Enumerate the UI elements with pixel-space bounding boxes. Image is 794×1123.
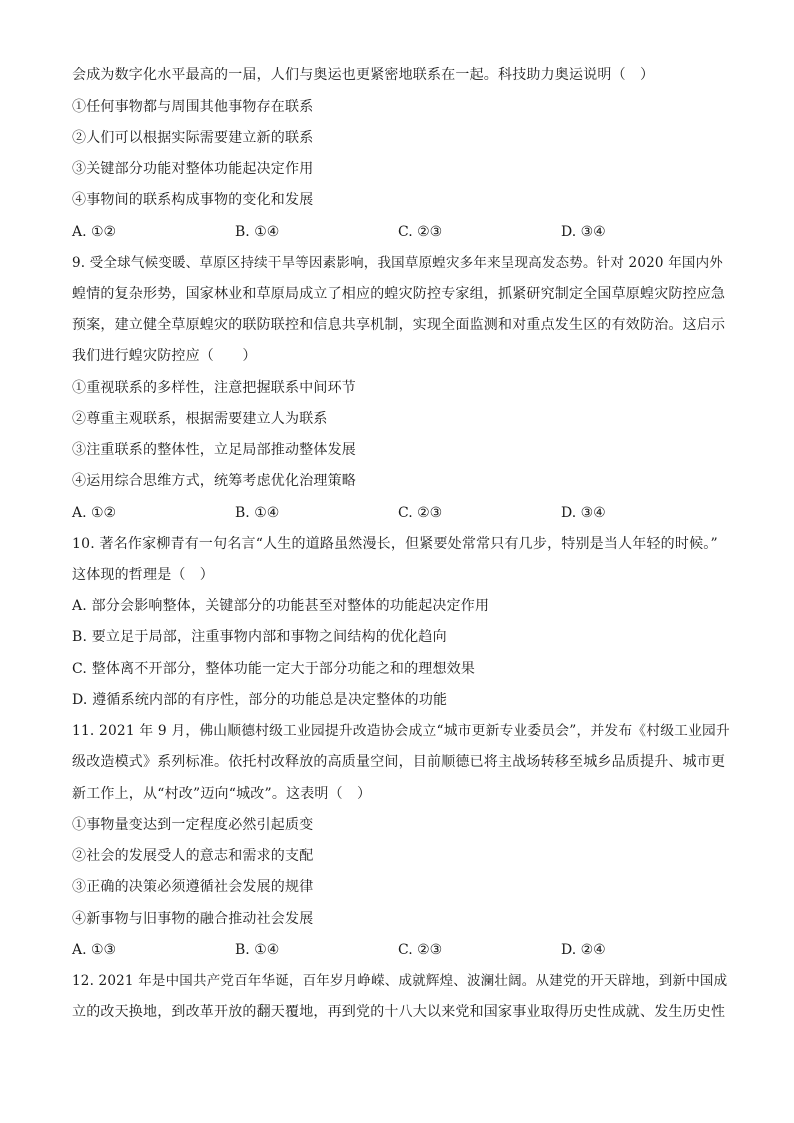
q11-statement-2: ②社会的发展受人的意志和需求的支配 (72, 848, 314, 864)
q11-statement-1: ①事物量变达到一定程度必然引起质变 (72, 817, 314, 833)
q8-options (72, 222, 732, 242)
q9-statement-4: ④运用综合思维方式，统筹考虑优化治理策略 (72, 473, 356, 489)
q10-option-c: C. 整体离不开部分，整体功能一定大于部分功能之和的理想效果 (72, 661, 476, 677)
q9-stem-line-3: 预案，建立健全草原蝗灾的联防联控和信息共享机制，实现全面监测和对重点发生区的有效防治。这启示 (72, 317, 726, 333)
q11-option-b: B. ①④ (235, 942, 280, 958)
q11-stem-line-2: 级改造模式》系列标准。依托村改释放的高质量空间，目前顺德已将主战场转移至城乡品质提升、城市更 (72, 754, 726, 770)
q11-stem-line-3: 新工作上，从“村改”迈向“城改”。这表明（ ） (72, 786, 372, 802)
q11-statement-4: ④新事物与旧事物的融合推动社会发展 (72, 911, 314, 927)
q9-option-d: D. ③④ (561, 505, 606, 521)
q9-stem-line-1: 9. 受全球气候变暖、草原区持续干旱等因素影响，我国草原蝗灾多年来呈现高发态势。针对 2020 年国内外 (72, 255, 724, 271)
q9-statement-3: ③注重联系的整体性，立足局部推动整体发展 (72, 442, 356, 458)
q12-stem-line-1: 12. 2021 年是中国共产党百年华诞，百年岁月峥嵘、成就辉煌、波澜壮阔。从建党的开天辟地，到新中国成 (72, 973, 728, 989)
q8-option-c: C. ②③ (398, 224, 443, 240)
q10-option-d: D. 遵循系统内部的有序性，部分的功能总是决定整体的功能 (72, 692, 448, 708)
q10-option-b: B. 要立足于局部，注重事物内部和事物之间结构的优化趋向 (72, 629, 447, 645)
q8-option-d: D. ③④ (561, 224, 606, 240)
q9-option-c: C. ②③ (398, 505, 443, 521)
q11-options (72, 940, 732, 960)
q9-statement-1: ①重视联系的多样性，注意把握联系中间环节 (72, 380, 356, 396)
q8-stem-line: 会成为数字化水平最高的一届，人们与奥运也更紧密地联系在一起。科技助力奥运说明（ ） (72, 67, 655, 83)
q8-option-a: A. ①② (72, 224, 117, 240)
q9-option-a: A. ①② (72, 505, 117, 521)
q9-options (72, 503, 732, 523)
q12-stem-line-2: 立的改天换地，到改革开放的翻天覆地，再到党的十八大以来党和国家事业取得历史性成就、发生历史性 (72, 1004, 726, 1020)
q9-statement-2: ②尊重主观联系，根据需要建立人为联系 (72, 411, 328, 427)
q10-stem-line-2: 这体现的哲理是（ ） (72, 567, 214, 583)
q11-stem-line-1: 11. 2021 年 9 月，佛山顺德村级工业园提升改造协会成立“城市更新专业委员会”，并发布《村级工业园升 (72, 723, 730, 739)
q11-option-a: A. ①③ (72, 942, 117, 958)
q11-statement-3: ③正确的决策必须遵循社会发展的规律 (72, 879, 314, 895)
q8-option-b: B. ①④ (235, 224, 280, 240)
q9-stem-line-4: 我们进行蝗灾防控应（ ） (72, 348, 257, 364)
q8-statement-2: ②人们可以根据实际需要建立新的联系 (72, 130, 314, 146)
q11-option-d: D. ②④ (561, 942, 606, 958)
q10-stem-line-1: 10. 著名作家柳青有一句名言“人生的道路虽然漫长，但紧要处常常只有几步，特别是当人年轻的时候。” (72, 536, 718, 552)
q8-statement-1: ①任何事物都与周围其他事物存在联系 (72, 99, 314, 115)
q11-option-c: C. ②③ (398, 942, 443, 958)
q8-statement-3: ③关键部分功能对整体功能起决定作用 (72, 161, 314, 177)
q9-option-b: B. ①④ (235, 505, 280, 521)
q8-statement-4: ④事物间的联系构成事物的变化和发展 (72, 192, 314, 208)
q10-option-a: A. 部分会影响整体，关键部分的功能甚至对整体的功能起决定作用 (72, 598, 490, 614)
q9-stem-line-2: 蝗情的复杂形势，国家林业和草原局成立了相应的蝗灾防控专家组，抓紧研究制定全国草原蝗灾防控应急 (72, 286, 726, 302)
